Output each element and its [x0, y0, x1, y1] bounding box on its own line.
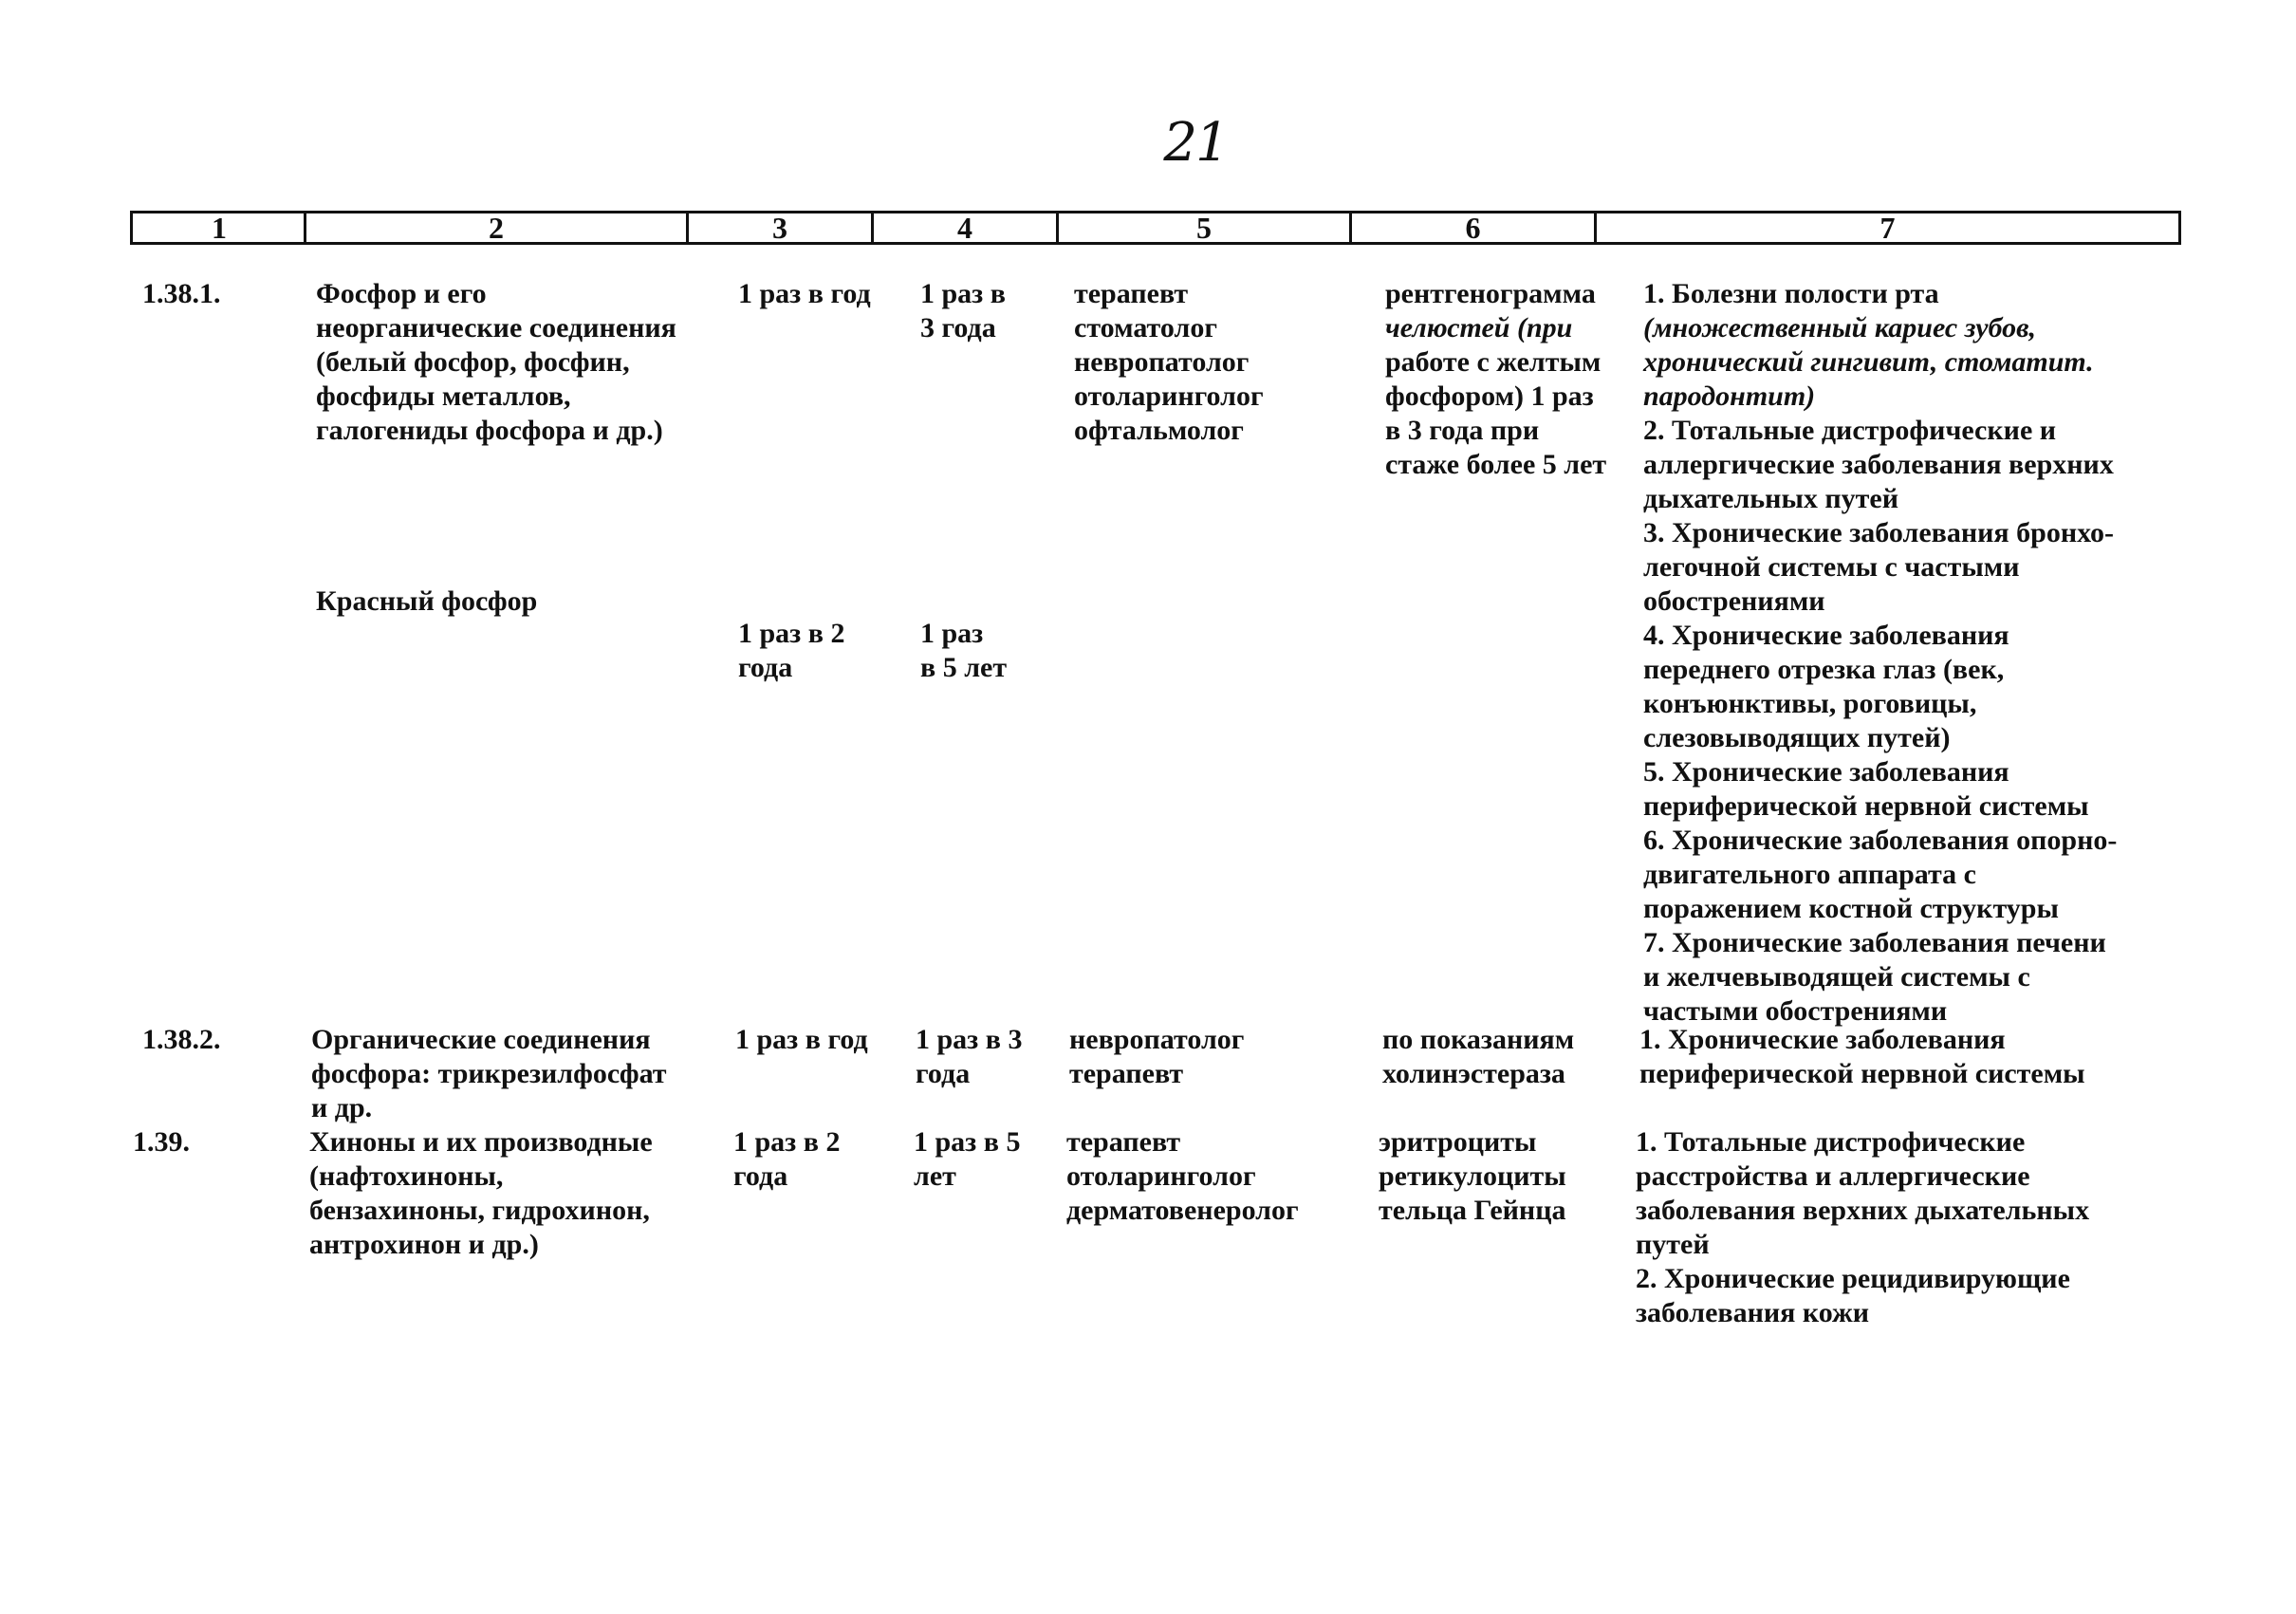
lab-tests: эритроциты ретикулоциты тельца Гейнца: [1379, 1126, 1566, 1226]
lab-tests: рентгенограмма челюстей (при работе с желтым фосфором) 1 раз в 3 года при стаже более 5 лет: [1385, 278, 1607, 480]
sub-exam-frequency-commission: 1 раз в 5 лет: [920, 618, 1008, 683]
exam-frequency-doctors: 1 раз в год: [738, 278, 871, 309]
doctors-list: невропатолог терапевт: [1069, 1024, 1245, 1089]
exam-frequency-commission: 1 раз в 3 года: [916, 1024, 1023, 1089]
column-header-6: 6: [1465, 211, 1481, 245]
column-header-7: 7: [1879, 211, 1896, 245]
row-number: 1.38.2.: [142, 1024, 221, 1055]
substance-name: Хиноны и их производные (нафтохиноны, бензахиноны, гидрохинон, антрохинон и др.): [309, 1126, 653, 1260]
column-header-3: 3: [772, 211, 787, 245]
lab-tests: по показаниям холинэстераза: [1382, 1024, 1575, 1089]
column-header-4: 4: [957, 211, 972, 245]
column-header-2: 2: [489, 211, 504, 245]
substance-name: Органические соединения фосфора: трикрезилфосфат и др.: [311, 1024, 667, 1123]
contraindications-list: 2. Тотальные дистрофические и аллергические заболевания верхних дыхательных путей 3. Хронические заболевания бронхо- легочной системы с частыми обострениями 4. Хронические заболевания переднего отрезка глаз (век, конъюнктивы, роговицы, слезовыводящих путей) 5. Хронические заболевания периферической нервной системы 6. Хронические заболевания опорно- двигательного аппарата с поражением костной структуры 7. Хронические заболевания печени и желчевыводящей системы с частыми обострениями: [1643, 415, 2118, 1027]
row-number: 1.39.: [133, 1126, 190, 1158]
contraindications-list: 1. Тотальные дистрофические расстройства и аллергические заболевания верхних дыхательных путей 2. Хронические рецидивирующие заболевания кожи: [1636, 1126, 2090, 1328]
row-number: 1.38.1.: [142, 278, 221, 309]
exam-frequency-commission: 1 раз в 5 лет: [914, 1126, 1021, 1192]
exam-frequency-doctors: 1 раз в год: [735, 1024, 868, 1055]
contraindication-detail: (множественный кариес зубов, хронический гингивит, стоматит. пародонтит): [1643, 312, 2094, 412]
column-number-header: [130, 211, 2181, 245]
sub-substance-name: Красный фосфор: [316, 585, 538, 617]
doctors-list: терапевт стоматолог невропатолог отоларинголог офтальмолог: [1074, 278, 1264, 446]
page-number: 21: [1163, 112, 1228, 174]
exam-frequency-doctors: 1 раз в 2 года: [733, 1126, 841, 1192]
exam-frequency-commission: 1 раз в 3 года: [920, 278, 1006, 343]
substance-name: Фосфор и его неорганические соединения (белый фосфор, фосфин, фосфиды металлов, галогениды фосфора и др.): [316, 278, 676, 446]
contraindications-list: 1. Хронические заболевания периферической нервной системы: [1639, 1024, 2085, 1089]
doctors-list: терапевт отоларинголог дерматовенеролог: [1066, 1126, 1299, 1226]
contraindication-title: 1. Болезни полости рта: [1643, 278, 1939, 309]
column-header-1: 1: [212, 211, 227, 245]
column-header-5: 5: [1196, 211, 1212, 245]
sub-exam-frequency-doctors: 1 раз в 2 года: [738, 618, 845, 683]
